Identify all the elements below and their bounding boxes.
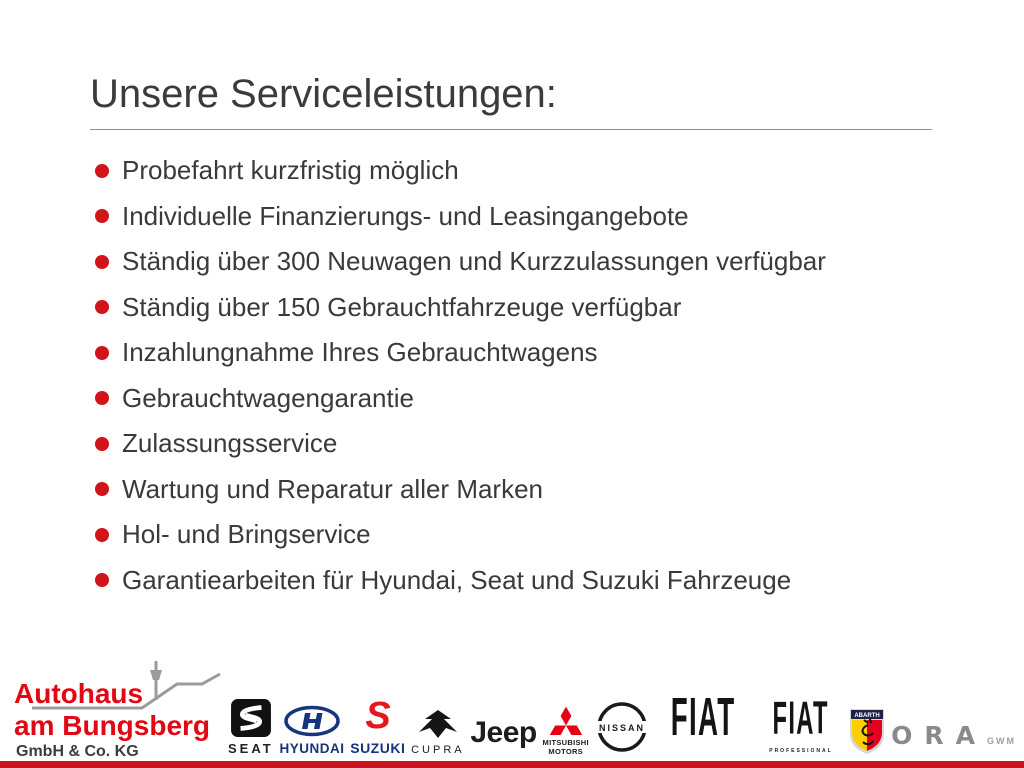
brand-logo-row xyxy=(228,680,1016,756)
brand-logo-suzuki xyxy=(350,696,405,756)
dealer-logo xyxy=(14,656,229,761)
service-text: Ständig über 150 Gebrauchtfahrzeuge verfügbar xyxy=(122,291,682,322)
seat-icon xyxy=(230,699,272,737)
list-item xyxy=(95,467,955,513)
service-text: Probefahrt kurzfristig möglich xyxy=(122,155,459,186)
jeep-wordmark: Jeep xyxy=(470,716,537,749)
footer xyxy=(0,656,1024,768)
brand-logo-jeep xyxy=(470,716,536,756)
list-item xyxy=(95,376,955,422)
ora-wordmark: ORA xyxy=(891,721,987,750)
brand-logo-fiat xyxy=(654,686,752,756)
list-item xyxy=(95,558,955,604)
service-text: Wartung und Reparatur aller Marken xyxy=(122,473,544,504)
list-item xyxy=(95,148,955,194)
mitsubishi-icon xyxy=(548,706,584,736)
bottom-red-bar xyxy=(0,761,1024,768)
svg-text:S: S xyxy=(365,696,391,736)
brand-logo-fiat-professional xyxy=(758,691,843,756)
list-item xyxy=(95,285,955,331)
service-text: Zulassungsservice xyxy=(122,428,338,459)
bullet-icon xyxy=(95,300,109,314)
suzuki-wordmark: SUZUKI xyxy=(350,740,406,756)
bullet-icon xyxy=(95,573,109,587)
service-text: Inzahlungnahme Ihres Gebrauchtwagens xyxy=(122,337,598,368)
brand-logo-abarth xyxy=(849,708,885,756)
bullet-icon xyxy=(95,391,109,405)
bullet-icon xyxy=(95,164,109,178)
gwm-wordmark: GWM xyxy=(986,736,1016,746)
nissan-icon xyxy=(595,700,649,754)
list-item xyxy=(95,194,955,240)
mitsubishi-wordmark: MITSUBISHI MOTORS xyxy=(542,738,589,756)
hyundai-icon xyxy=(283,705,341,737)
service-text: Garantiearbeiten für Hyundai, Seat und Suzuki Fahrzeuge xyxy=(122,564,792,595)
brand-logo-cupra xyxy=(411,708,465,756)
bullet-icon xyxy=(95,482,109,496)
page-title: Unsere Serviceleistungen: xyxy=(90,72,557,116)
seat-wordmark: SEAT xyxy=(228,741,274,756)
brand-logo-hyundai xyxy=(279,705,344,756)
bullet-icon xyxy=(95,346,109,360)
bullet-icon xyxy=(95,528,109,542)
brand-logo-ora xyxy=(891,721,1016,756)
dealer-legal-form: GmbH & Co. KG xyxy=(16,743,139,760)
cupra-icon xyxy=(416,708,460,740)
bullet-icon xyxy=(95,209,109,223)
dealer-name-line2: am Bungsberg xyxy=(14,710,211,741)
cupra-wordmark: CUPRA xyxy=(411,744,465,756)
dealer-name-line1: Autohaus xyxy=(14,678,144,709)
hyundai-wordmark: HYUNDAI xyxy=(279,741,345,756)
services-list xyxy=(95,148,955,603)
svg-text:ABARTH: ABARTH xyxy=(854,713,881,719)
list-item xyxy=(95,512,955,558)
svg-text:NISSAN: NISSAN xyxy=(598,723,645,733)
fiat-wordmark: FIAT xyxy=(671,686,736,747)
list-item xyxy=(95,239,955,285)
brand-logo-nissan xyxy=(595,700,649,756)
fiat-professional-sub: PROFESSIONAL xyxy=(769,748,833,754)
service-text: Individuelle Finanzierungs- und Leasingangebote xyxy=(122,200,689,231)
abarth-icon xyxy=(849,708,885,756)
brand-logo-seat xyxy=(228,699,274,756)
brand-logo-mitsubishi xyxy=(543,706,589,756)
fiat-professional-wordmark: FIAT xyxy=(772,691,830,744)
service-text: Hol- und Bringservice xyxy=(122,519,371,550)
list-item xyxy=(95,330,955,376)
service-text: Gebrauchtwagengarantie xyxy=(122,382,414,413)
suzuki-icon xyxy=(361,696,395,736)
list-item xyxy=(95,421,955,467)
bullet-icon xyxy=(95,437,109,451)
bullet-icon xyxy=(95,255,109,269)
title-divider xyxy=(90,129,932,130)
service-text: Ständig über 300 Neuwagen und Kurzzulassungen verfügbar xyxy=(122,246,826,277)
